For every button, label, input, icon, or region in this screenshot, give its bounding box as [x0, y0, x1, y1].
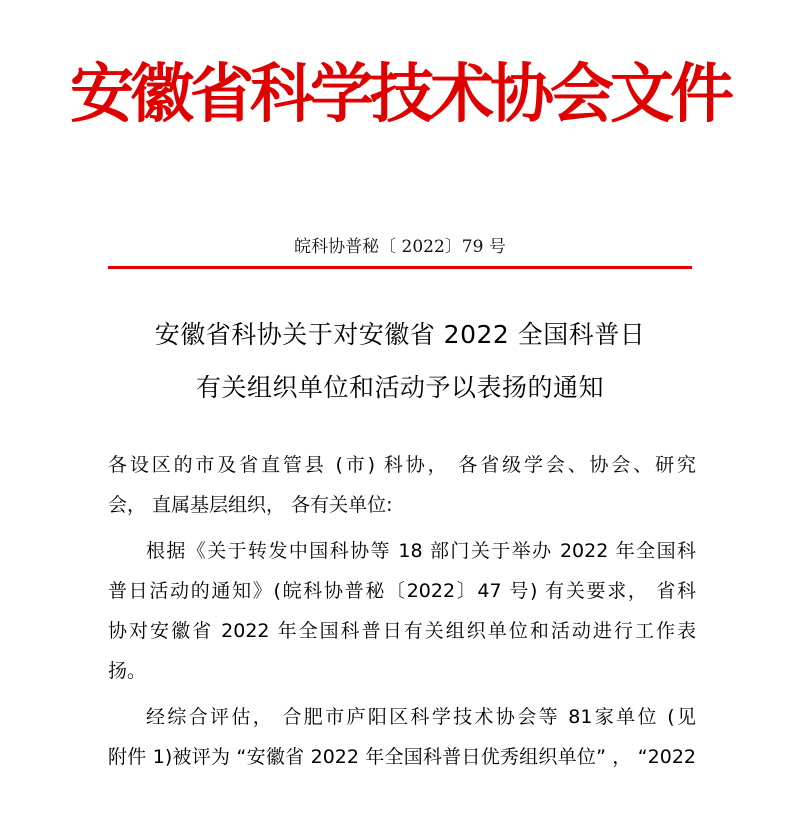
masthead-title: 安徽省科学技术协会文件: [70, 57, 730, 132]
paragraph-1-line-3: 协对安徽省 2022 年全国科普日有关组织单位和活动进行工作表: [108, 620, 696, 642]
document-number: 皖科协普秘〔 2022〕79 号: [294, 237, 506, 257]
paragraph-1-line-1: 根据《关于转发中国科协等 18 部门关于举办 2022 年全国科: [146, 540, 696, 562]
red-divider-rule: [108, 266, 692, 269]
paragraph-1-line-4: 扬。: [108, 660, 147, 682]
paragraph-2-line-2: 附件 1)被评为 “安徽省 2022 年全国科普日优秀组织单位” ， “2022: [108, 746, 696, 768]
salutation-line-1: 各设区的市及省直管县 (市) 科协， 各省级学会、协会、研究: [108, 454, 696, 476]
paragraph-2-line-1: 经综合评估， 合肥市庐阳区科学技术协会等 81家单位 (见: [146, 706, 696, 728]
notice-title-line-1: 安徽省科协关于对安徽省 2022 全国科普日: [154, 320, 646, 349]
paragraph-1-line-2: 普日活动的通知》(皖科协普秘〔2022〕47 号) 有关要求， 省科: [108, 580, 696, 602]
notice-title-line-2: 有关组织单位和活动予以表扬的通知: [195, 373, 604, 402]
salutation-line-2: 会， 直属基层组织， 各有关单位:: [108, 494, 393, 516]
